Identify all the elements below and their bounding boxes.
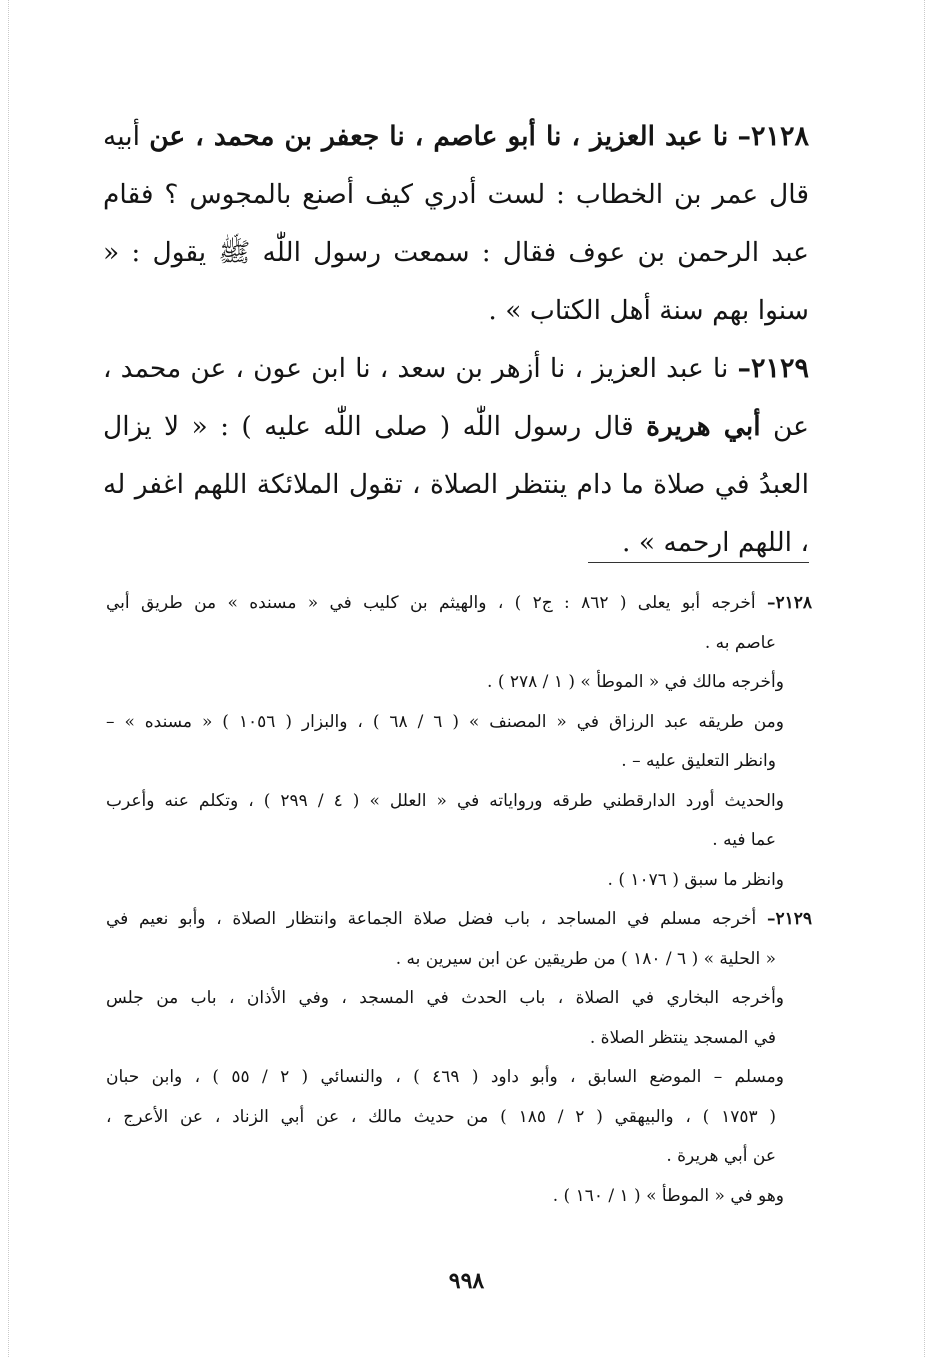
footnote-line: ( ١٧٥٣ ) ، والبيهقي ( ٢ / ١٨٥ ) من حديث مالك ، عن أبي الزناد ، عن الأعرج ، — [106, 1106, 777, 1127]
footnote-line — [106, 584, 812, 624]
hadith-text-line: يزال العبدُ في صلاة ما دام ينتظر الصلاة ، تقول الملائكة اللهم اغفر — [103, 411, 809, 500]
hadith-text-line: عبد الرحمن بن عوف فقال : سمعت رسول اللّٰه ﷺ يقول : « سنوا — [103, 237, 809, 326]
hadith-2129 — [103, 340, 809, 572]
footnote-line: عن أبي هريرة . — [666, 1146, 776, 1166]
hadith-number: ٢١٢٨– — [737, 121, 809, 152]
footnote-separator — [588, 562, 809, 563]
footnote-line: في المسجد ينتظر الصلاة . — [589, 1027, 776, 1048]
narrator-name: أبي هريرة — [646, 411, 761, 442]
footnote-line: عما فيه . — [712, 830, 776, 850]
footnote-line: وأخرجه البخاري في الصلاة ، باب الحدث في المسجد ، وفي الأذان ، باب من جلس — [106, 988, 784, 1008]
footnote-line: والحديث أورد الدارقطني طرقه ورواياته في « العلل » ( ٤ / ٢٩٩ ) ، وتكلم عنه وأعرب — [106, 790, 784, 811]
narrator-chain-start: نا عبد العزيز ، نا أبو عاصم ، نا جعفر بن محمد ، عن — [149, 121, 729, 152]
main-text — [103, 108, 809, 572]
hadith-text-line: قال رسول اللّٰه ( صلى اللّٰه عليه ) : « لا — [164, 411, 634, 442]
footnote-line: ومسلم – الموضع السابق ، وأبو داود ( ٤٦٩ ) ، والنسائي ( ٢ / ٥٥ ) ، وابن حبان — [106, 1067, 784, 1087]
footnote-line: وانظر التعليق عليه – . — [621, 751, 776, 771]
hadith-text-line: محمد ، عن — [103, 353, 809, 442]
footnotes — [106, 584, 812, 1216]
hadith-number: ٢١٢٩– — [737, 353, 809, 384]
footnote-line: وهو في « الموطأ » ( ١ / ١٦٠ ) . — [552, 1185, 784, 1206]
hadith-text-line: بهم سنة أهل الكتاب » . — [488, 295, 750, 326]
hadith-2128 — [103, 108, 809, 340]
footnote-number: ٢١٢٩– — [766, 909, 812, 929]
footnote-line: « الحلية » ( ٦ / ١٨٠ ) من طريقين عن ابن سيرين به . — [395, 948, 776, 969]
footnote-line: وأخرجه مالك في « الموطأ » ( ١ / ٢٧٨ ) . — [487, 672, 784, 692]
page-number: ٩٩٨ — [448, 1268, 485, 1294]
footnote-number: ٢١٢٨– — [766, 593, 812, 613]
scan-border-right — [924, 0, 925, 1357]
hadith-text-line: نا عبد العزيز ، نا أزهر بن سعد ، نا ابن عون ، عن — [190, 353, 729, 384]
footnote-line — [106, 900, 812, 940]
hadith-text-line: له ، اللهم ارحمه » . — [103, 469, 809, 558]
footnote-line: عاصم به . — [704, 632, 776, 653]
footnote-text: أخرجه مسلم في المساجد ، باب فضل صلاة الجماعة وانتظار الصلاة ، وأبو نعيم في — [106, 909, 757, 929]
hadith-text-line: أبيه قال عمر بن الخطاب : لست أدري كيف أصنع بالمجوس ؟ فقام — [103, 121, 809, 210]
footnote-line: ومن طريقه عبد الرزاق في « المصنف » ( ٦ / ٦٨ ) ، والبزار ( ١٠٥٦ ) « مسنده » – — [106, 711, 784, 732]
footnote-text: أخرجه أبو يعلى ( ٨٦٢ : ج٢ ) ، والهيثم بن كليب في « مسنده » من طريق أبي — [106, 593, 756, 613]
scan-border-left — [8, 0, 9, 1357]
footnote-line: وانظر ما سبق ( ١٠٧٦ ) . — [607, 869, 784, 890]
